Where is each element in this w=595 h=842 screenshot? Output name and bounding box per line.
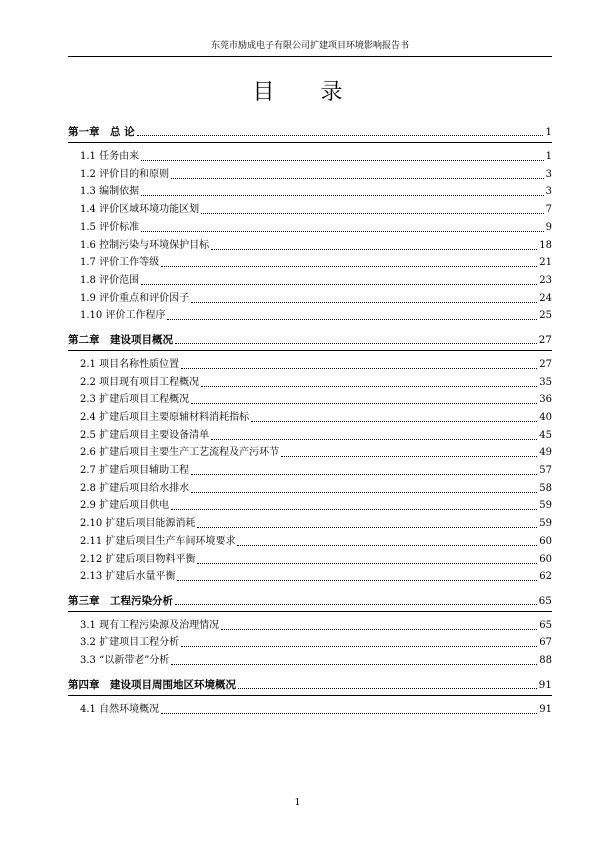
toc-entry-page: 40: [539, 411, 552, 423]
toc-entry-page: 65: [538, 594, 552, 607]
toc-section-entry[interactable]: [80, 637, 552, 649]
toc-entry-page: 3: [545, 168, 552, 180]
toc-entry-label: 1.7 评价工作等级: [80, 257, 160, 269]
toc-section-entry[interactable]: [80, 275, 552, 287]
toc-entry-page: 62: [539, 571, 552, 583]
toc-entry-page: 35: [539, 376, 552, 388]
toc-entry-page: 18: [539, 239, 552, 251]
toc-entry-label: 2.8 扩建后项目给水排水: [80, 482, 190, 494]
toc-section-entry[interactable]: [80, 500, 552, 512]
toc-entry-label: 3.2 扩建项目工程分析: [80, 637, 180, 649]
dot-leader: [181, 368, 537, 369]
toc-section-entry[interactable]: [80, 240, 552, 252]
toc-section-entry[interactable]: [80, 359, 552, 371]
toc-section-entry[interactable]: [80, 169, 552, 181]
toc-entry-page: 91: [538, 678, 552, 691]
dot-leader: [177, 580, 537, 581]
toc-entry-page: 60: [539, 535, 552, 547]
toc-entry-label: 3.1 现有工程污染源及治理情况: [80, 619, 220, 631]
dot-leader: [191, 403, 537, 404]
toc-entry-page: 3: [545, 186, 552, 198]
dot-leader: [171, 178, 544, 179]
toc-entry-label: 2.1 项目名称性质位置: [80, 358, 180, 370]
toc-entry-label: 1.4 评价区域环境功能区划: [80, 204, 200, 216]
toc-entry-label: 2.6 扩建后项目主要生产工艺流程及产污环节: [80, 447, 280, 459]
dot-leader: [281, 456, 537, 457]
toc-entry-label: 第四章 建设项目周围地区环境概况: [68, 678, 236, 691]
toc-section-entry[interactable]: [80, 412, 552, 424]
dot-leader: [191, 302, 537, 303]
toc-section-entry[interactable]: [80, 518, 552, 530]
dot-leader: [211, 439, 537, 440]
page-header: [68, 0, 552, 57]
chapter-divider: [68, 695, 552, 696]
toc-entry-label: 1.9 评价重点和评价因子: [80, 292, 190, 304]
toc-entry-label: 1.5 评价标准: [80, 221, 140, 233]
toc-entry-label: 2.2 项目现有项目工程概况: [80, 376, 200, 388]
toc-entry-label: 2.7 扩建后项目辅助工程: [80, 465, 190, 476]
dot-leader: [161, 713, 537, 714]
dot-leader: [137, 135, 544, 136]
toc-entry-label: 2.10 扩建后项目能源消耗: [80, 518, 196, 530]
toc-section-entry[interactable]: [80, 571, 552, 583]
toc-entry-label: 2.3 扩建后项目工程概况: [80, 394, 190, 406]
toc-section-entry[interactable]: [80, 310, 552, 322]
toc-entry-label: 1.10 评价工作程序: [80, 310, 166, 322]
toc-entry-page: 88: [539, 655, 552, 667]
dot-leader: [167, 319, 537, 320]
toc-entry-page: 65: [539, 619, 552, 631]
dot-leader: [221, 629, 537, 630]
toc-chapter-entry[interactable]: [68, 334, 552, 346]
toc-entry-label: 1.1 任务由来: [80, 151, 140, 162]
toc-entry-label: 2.12 扩建后项目物料平衡: [80, 553, 196, 565]
dot-leader: [171, 509, 537, 510]
toc-section-entry[interactable]: [80, 483, 552, 495]
toc-section-entry[interactable]: [80, 186, 552, 198]
toc-chapter-entry[interactable]: [68, 595, 552, 607]
chapter-divider: [68, 611, 552, 612]
toc-entry-page: 59: [539, 518, 552, 530]
toc-entry-label: 第二章 建设项目概况: [68, 333, 173, 346]
toc-title: 目录: [252, 80, 389, 105]
toc-entry-label: 2.13 扩建后水量平衡: [80, 571, 176, 583]
toc-section-entry[interactable]: [80, 377, 552, 389]
dot-leader: [201, 386, 537, 387]
page-number: 1: [294, 798, 301, 808]
toc-entry-label: 第三章 工程污染分析: [68, 594, 173, 607]
header-title: 东莞市励成电子有限公司扩建项目环境影响报告书: [210, 41, 409, 51]
dot-leader: [237, 545, 537, 546]
toc-entry-page: 7: [545, 204, 552, 216]
toc-entry-label: 2.9 扩建后项目供电: [80, 500, 170, 512]
toc-entry-page: 60: [539, 553, 552, 565]
toc-section-entry[interactable]: [80, 151, 552, 163]
toc-entry-page: 57: [539, 465, 552, 476]
toc-section-entry[interactable]: [80, 620, 552, 632]
toc-entry-page: 36: [539, 394, 552, 406]
toc-entry-label: 2.11 扩建后项目生产车间环境要求: [80, 535, 236, 547]
toc-entry-page: 91: [539, 703, 552, 715]
toc-section-entry[interactable]: [80, 430, 552, 442]
toc-entry-label: 4.1 自然环境概况: [80, 703, 160, 715]
toc-entry-page: 23: [539, 274, 552, 286]
toc-chapter-entry[interactable]: [68, 679, 552, 691]
dot-leader: [175, 604, 537, 605]
toc-section-entry[interactable]: [80, 465, 552, 477]
toc-section-entry[interactable]: [80, 536, 552, 548]
chapter-divider: [68, 142, 552, 143]
toc-entry-page: 24: [539, 292, 552, 304]
dot-leader: [238, 688, 537, 689]
dot-leader: [171, 664, 537, 665]
toc-section-entry[interactable]: [80, 222, 552, 234]
toc-entry-label: 3.3 “以新带老”分析: [80, 655, 170, 667]
dot-leader: [141, 231, 544, 232]
dot-leader: [141, 160, 544, 161]
toc-entry-label: 1.3 编制依据: [80, 186, 140, 198]
toc-entry-page: 45: [539, 429, 552, 441]
chapter-divider: [68, 350, 552, 351]
toc-section-entry[interactable]: [80, 394, 552, 406]
toc-entry-page: 21: [539, 257, 552, 269]
dot-leader: [141, 284, 537, 285]
toc-entry-page: 67: [539, 637, 552, 649]
toc-entry-page: 25: [539, 310, 552, 322]
toc-section-entry[interactable]: [80, 257, 552, 269]
toc-section-entry[interactable]: [80, 447, 552, 459]
toc-entry-page: 59: [539, 500, 552, 512]
toc-section-entry[interactable]: [80, 554, 552, 566]
toc-chapter-entry[interactable]: [68, 126, 552, 138]
dot-leader: [191, 492, 537, 493]
toc-entry-label: 1.2 评价目的和原则: [80, 168, 170, 180]
toc-entry-label: 1.8 评价范围: [80, 274, 140, 286]
toc-section-entry[interactable]: [80, 293, 552, 305]
toc-entry-page: 1: [545, 151, 552, 162]
toc-section-entry[interactable]: [80, 204, 552, 216]
toc-entry-page: 1: [545, 126, 552, 138]
dot-leader: [175, 343, 537, 344]
toc-entry-label: 1.6 控制污染与环境保护目标: [80, 239, 210, 251]
toc-entry-page: 49: [539, 447, 552, 459]
toc-entry-page: 27: [538, 333, 552, 346]
dot-leader: [201, 213, 544, 214]
dot-leader: [251, 421, 537, 422]
toc-section-entry[interactable]: [80, 704, 552, 716]
dot-leader: [181, 646, 537, 647]
dot-leader: [197, 527, 537, 528]
toc-entry-label: 第一章 总 论: [68, 126, 135, 138]
toc-entry-label: 2.5 扩建后项目主要设备清单: [80, 429, 210, 441]
toc-entry-label: 2.4 扩建后项目主要原辅材料消耗指标: [80, 411, 250, 423]
dot-leader: [191, 474, 537, 475]
toc-entry-page: 9: [545, 221, 552, 233]
toc-entry-page: 27: [539, 358, 552, 370]
toc-section-entry[interactable]: [80, 655, 552, 667]
dot-leader: [161, 266, 537, 267]
dot-leader: [211, 249, 537, 250]
toc-entry-page: 58: [539, 482, 552, 494]
dot-leader: [141, 195, 544, 196]
dot-leader: [197, 563, 537, 564]
